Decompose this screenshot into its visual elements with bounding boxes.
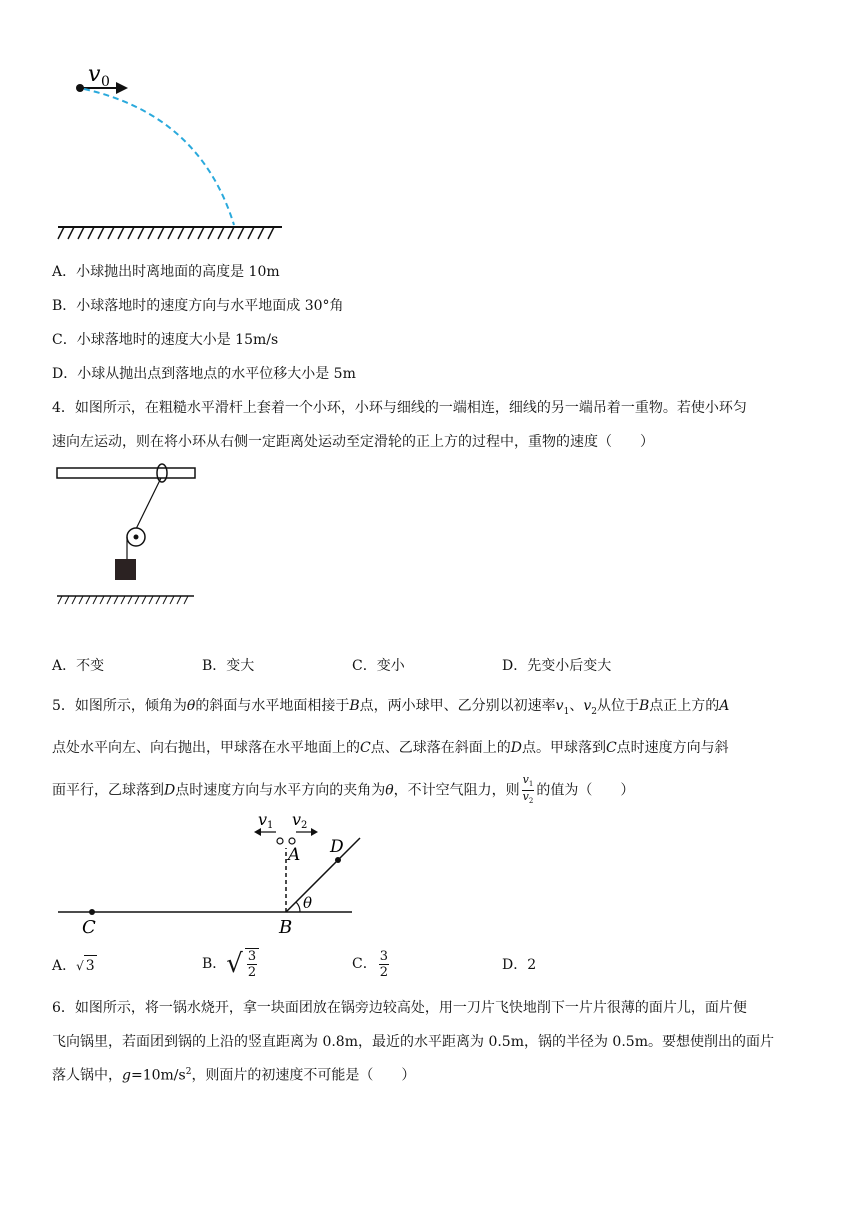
v0-label: v — [88, 62, 101, 87]
q5-option-c: C． $\frac{3}{2}$ — [352, 948, 388, 980]
q3-option-a: A．小球抛出时离地面的高度是 10m — [52, 264, 280, 280]
pulley-axle — [134, 535, 139, 540]
v2-arrowhead — [311, 828, 318, 836]
q4-stem-line2: 速向左运动，则在将小环从右侧一定距离处运动至定滑轮的正上方的过程中，重物的速度（ ） — [52, 434, 654, 450]
ball-left — [277, 838, 283, 844]
floor-hatching — [58, 596, 188, 604]
pulley-figure — [52, 462, 202, 612]
q5-stem-line2: 点处水平向左、向右抛出，甲球落在水平地面上的C点、乙球落在斜面上的D点。甲球落到C点时速度方向与斜 — [52, 740, 729, 756]
q5-stem-line1: 5．如图所示，倾角为θ的斜面与水平地面相接于B点，两小球甲、乙分别以初速率$v_1$、$v_2$从位于B点正上方的A — [52, 698, 730, 717]
q5-option-b: B．√ $\frac{3}{2}$ — [202, 942, 261, 986]
q6-stem-line3: 落人锅中，$g=10m/s^2$，则面片的初速度不可能是（ ） — [52, 1067, 416, 1084]
ball-right — [289, 838, 295, 844]
incline-figure — [52, 808, 372, 940]
point-c-label: C — [82, 917, 96, 938]
q3-option-c: C．小球落地时的速度大小是 15m/s — [52, 332, 279, 348]
point-c — [89, 909, 95, 915]
v1-over-v2-fraction: $\frac{v_1}{v_2}$ — [522, 773, 534, 806]
v1-label: v — [258, 810, 268, 829]
v1-label-sub: 1 — [267, 820, 274, 831]
q3-option-b: B．小球落地时的速度方向与水平地面成 30°角 — [52, 298, 344, 314]
v1-arrowhead — [254, 828, 261, 836]
projectile-figure — [50, 55, 290, 245]
q5-stem-line3: 面平行，乙球落到D点时速度方向与水平方向的夹角为θ，不计空气阻力，则 $\frac{v_1}{v_2}$ 的值为（ ） — [52, 773, 635, 806]
slide-rod — [57, 468, 195, 478]
q6-stem-line2: 飞向锅里，若面团到锅的上沿的竖直距离为 0.8m，最近的水平距离为 0.5m，锅的半径为 0.5m。要想使削出的面片 — [52, 1034, 774, 1050]
q5-option-d: D．2 — [502, 957, 537, 973]
ground-hatching — [58, 227, 274, 239]
point-b-label: B — [279, 917, 293, 938]
v0-label-sub: 0 — [101, 74, 110, 90]
q3-option-d: D．小球从抛出点到落地点的水平位移大小是 5m — [52, 366, 356, 382]
trajectory — [84, 89, 234, 225]
q4-option-d: D．先变小后变大 — [502, 658, 612, 674]
q4-stem-line1: 4．如图所示，在粗糙水平滑杆上套着一个小环，小环与细线的一端相连，细线的另一端吊着一重物。若使小环匀 — [52, 400, 747, 416]
v0-arrowhead — [116, 82, 128, 94]
point-d-label: D — [330, 837, 344, 857]
theta-arc — [296, 902, 300, 912]
q4-option-a: A．不变 — [52, 658, 105, 674]
theta-label: θ — [303, 894, 313, 912]
q4-option-b: B．变大 — [202, 658, 255, 674]
v2-label-sub: 2 — [301, 820, 308, 831]
v2-label: v — [292, 810, 302, 829]
point-d — [335, 857, 341, 863]
point-a-label: A — [288, 845, 301, 865]
q6-stem-line1: 6．如图所示，将一锅水烧开，拿一块面团放在锅旁边较高处，用一刀片飞快地削下一片片很薄的面片儿，面片便 — [52, 1000, 747, 1016]
q4-option-c: C．变小 — [352, 658, 405, 674]
weight-block — [115, 559, 136, 580]
q5-option-a: A．√ 3 — [52, 955, 97, 976]
string-incline — [136, 478, 161, 529]
